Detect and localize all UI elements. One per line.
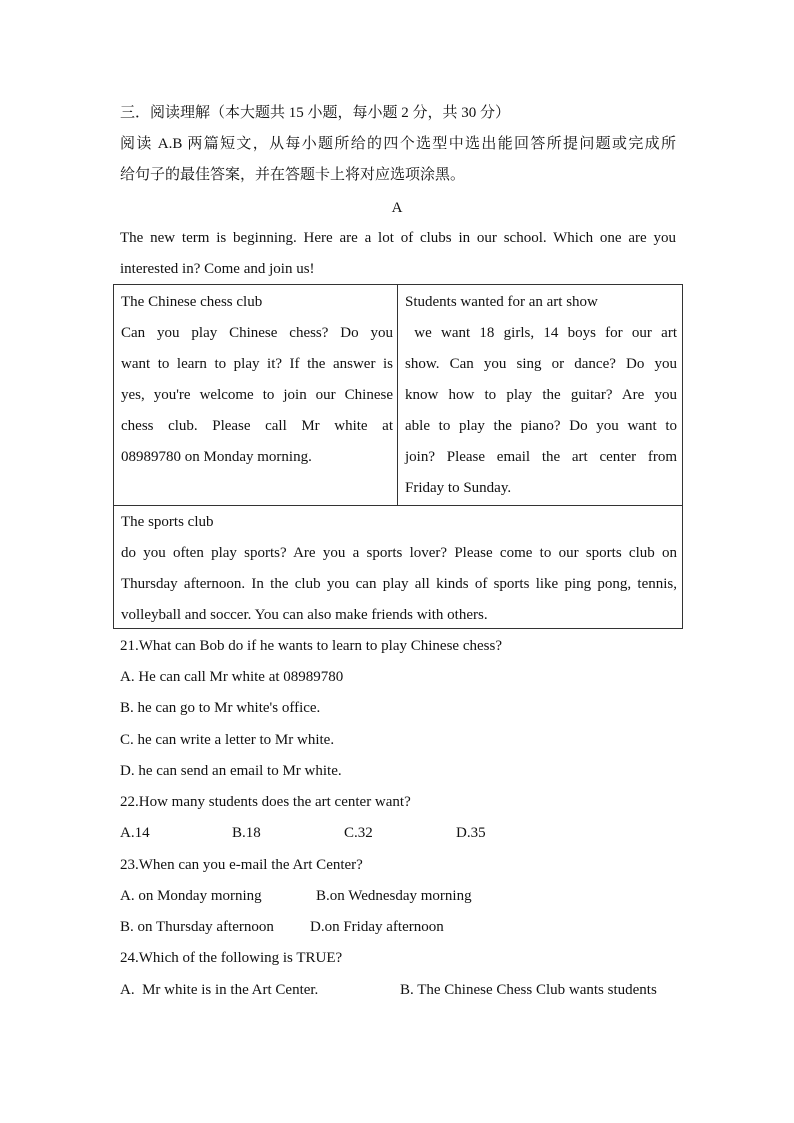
chess-club-line: 08989780 on Monday morning. <box>121 449 312 465</box>
sports-club-line: Thursday afternoon. In the club you can play all kinds of sports like ping pong, tennis, <box>121 576 677 592</box>
section-heading: 三．阅读理解（本大题共 15 小题，每小题 2 分，共 30 分） <box>120 105 511 121</box>
intro-line-2: interested in? Come and join us! <box>120 261 315 277</box>
question-23-stem: 23.When can you e-mail the Art Center? <box>120 857 363 873</box>
instructions-line-1: 阅读 A.B 两篇短文，从每小题所给的四个选型中选出能回答所提问题或完成所 <box>120 136 676 152</box>
art-show-line: able to play the piano? Do you want to <box>405 418 677 434</box>
chess-club-line: chess club. Please call Mr white at <box>121 418 393 434</box>
sports-club-line: do you often play sports? Are you a sports lover? Please come to our sports club on <box>121 545 677 561</box>
question-21-option-c: C. he can write a letter to Mr white. <box>120 732 335 748</box>
question-23-option-b: B.on Wednesday morning <box>316 888 472 904</box>
chess-club-title: The Chinese chess club <box>121 294 263 310</box>
question-22-option-a: A.14 <box>120 825 150 841</box>
table-divider-horizontal <box>114 505 682 506</box>
question-23-option-d: D.on Friday afternoon <box>310 919 444 935</box>
table-divider-vertical <box>397 285 398 505</box>
question-22-option-c: C.32 <box>344 825 373 841</box>
question-21-option-b: B. he can go to Mr white's office. <box>120 700 321 716</box>
question-22-option-b: B.18 <box>232 825 261 841</box>
art-show-line: we want 18 girls, 14 boys for our art <box>405 325 677 341</box>
question-21-stem: 21.What can Bob do if he wants to learn to play Chinese chess? <box>120 638 502 654</box>
question-21-option-a: A. He can call Mr white at 08989780 <box>120 669 344 685</box>
chess-club-line: Can you play Chinese chess? Do you <box>121 325 393 341</box>
question-23-option-c: B. on Thursday afternoon <box>120 919 274 935</box>
question-24-stem: 24.Which of the following is TRUE? <box>120 950 343 966</box>
instructions-line-2: 给句子的最佳答案，并在答题卡上将对应选项涂黑。 <box>120 167 466 183</box>
clubs-table <box>113 284 683 629</box>
question-24-option-a: A. Mr white is in the Art Center. <box>120 982 319 998</box>
art-show-line: join? Please email the art center from <box>405 449 677 465</box>
sports-club-line: volleyball and soccer. You can also make friends with others. <box>121 607 488 623</box>
art-show-title: Students wanted for an art show <box>405 294 598 310</box>
intro-line-1: The new term is beginning. Here are a lot of clubs in our school. Which one are you <box>120 230 676 246</box>
question-22-stem: 22.How many students does the art center want? <box>120 794 411 810</box>
question-23-option-a: A. on Monday morning <box>120 888 262 904</box>
question-24-option-b: B. The Chinese Chess Club wants students <box>400 982 657 998</box>
chess-club-line: yes, you're welcome to join our Chinese <box>121 387 393 403</box>
passage-label: A <box>391 200 403 216</box>
art-show-line: Friday to Sunday. <box>405 480 512 496</box>
question-22-option-d: D.35 <box>456 825 486 841</box>
sports-club-title: The sports club <box>121 514 214 530</box>
art-show-line: know how to play the guitar? Are you <box>405 387 677 403</box>
question-21-option-d: D. he can send an email to Mr white. <box>120 763 342 779</box>
chess-club-line: want to learn to play it? If the answer is <box>121 356 393 372</box>
art-show-line: show. Can you sing or dance? Do you <box>405 356 677 372</box>
